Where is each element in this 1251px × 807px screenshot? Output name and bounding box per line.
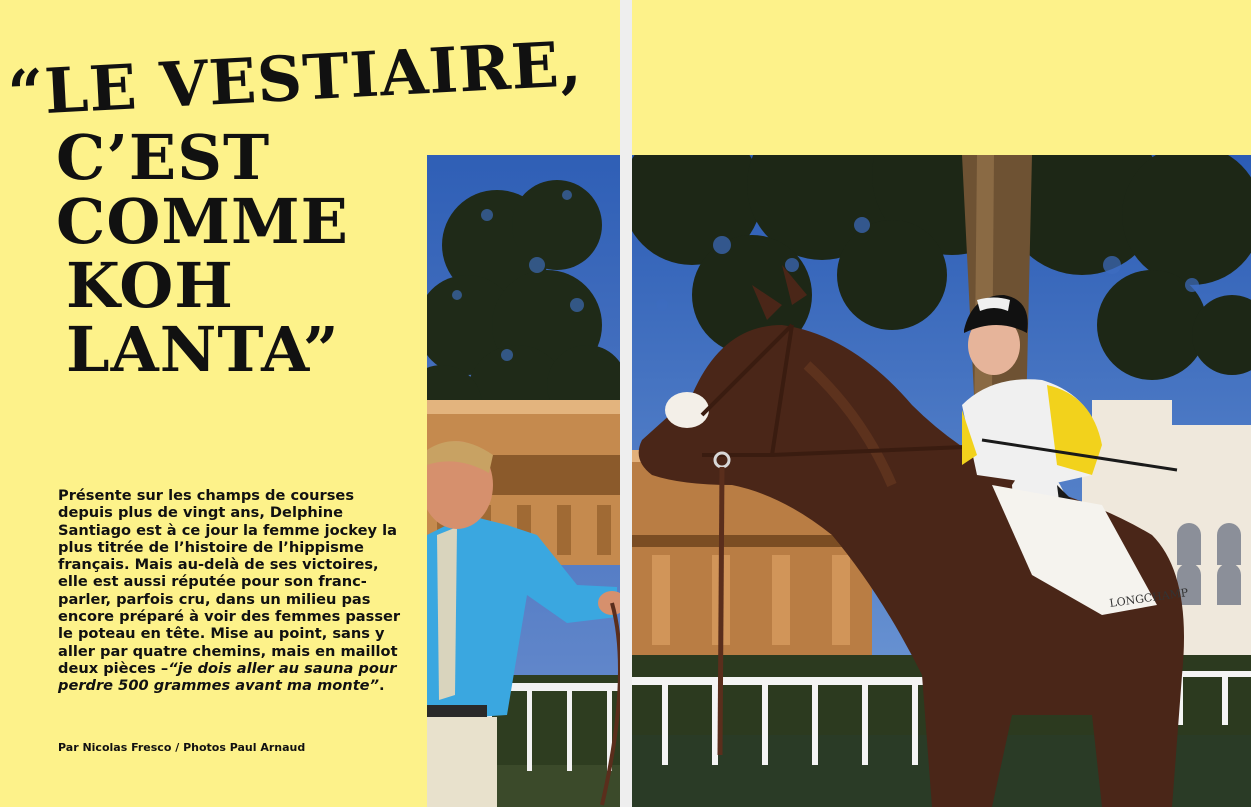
intro-end: .: [378, 677, 385, 695]
headline-line-4: KOH: [66, 249, 234, 322]
headline-line-2: C’EST: [56, 121, 271, 194]
photo-right-jockey: [632, 155, 1251, 807]
intro-paragraph: [58, 487, 408, 695]
groom-photo-image: [427, 155, 620, 807]
headline-line-1: “LE VESTIAIRE,: [6, 26, 584, 130]
saddle-cloth-label: LONGCHAMP: [1108, 586, 1190, 610]
page-gutter: [620, 0, 632, 807]
headline-line-3: COMME: [56, 185, 349, 258]
headline-line-5: LANTA”: [66, 313, 340, 386]
jockey-photo-image: [632, 155, 1251, 807]
photo-left-groom: [427, 155, 620, 807]
intro-text: Présente sur les champs de courses depuis plus de vingt ans, Delphine Santiago est à ce jour la femme jockey la plus titrée de l’histoire de l’hippisme français. Mais au-delà de ses victoires, elle est aussi réputée pour son franc-parler, parfois cru, dans un milieu pas encore préparé à voir des femmes passer le poteau en tête. Mise au point, sans y aller par quatre chemins, mais en maillot deux pièces –: [58, 487, 401, 677]
intro-quote: “je dois aller au sauna pour perdre 500 grammes avant ma monte”: [58, 659, 397, 695]
byline: Par Nicolas Fresco / Photos Paul Arnaud: [58, 741, 306, 754]
